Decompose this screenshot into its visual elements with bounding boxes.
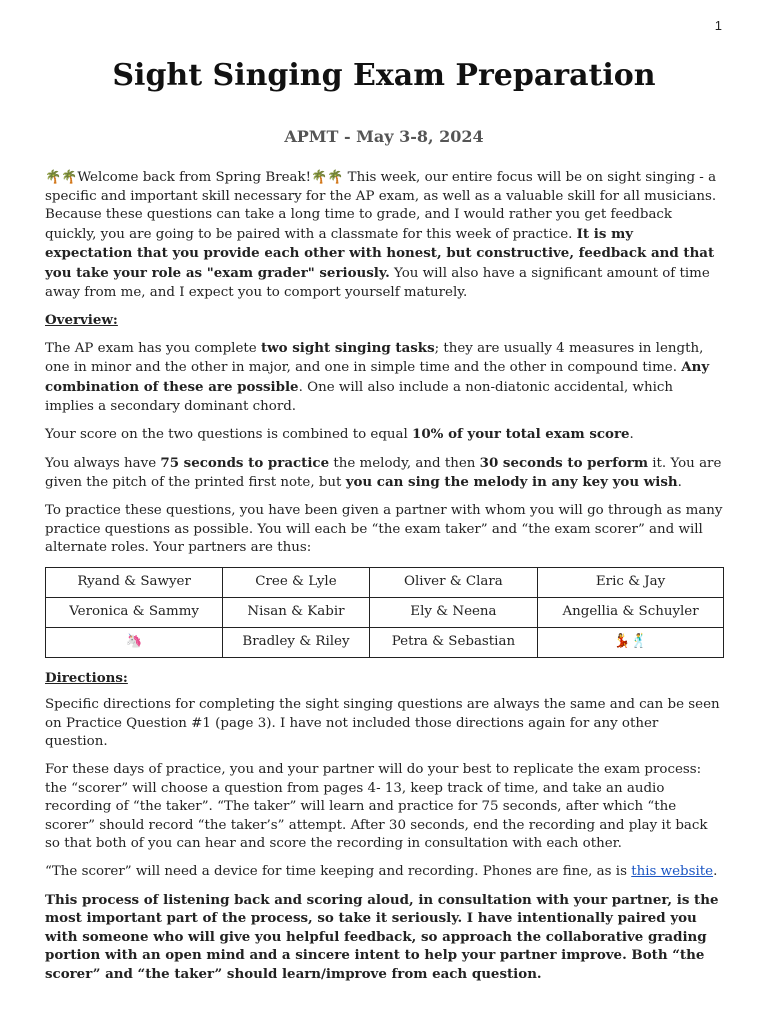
- page-number: 1: [714, 18, 722, 33]
- overview-paragraph-2: Your score on the two questions is combined to equal 10% of your total exam score.: [45, 426, 634, 443]
- palm-tree-icon: 🌴🌴: [45, 170, 78, 185]
- intro-text-2: You will also have a significant amount of time away from me, and I expect you to comport yourself maturely.: [45, 265, 710, 300]
- table-cell: Bradley & Riley: [223, 627, 370, 657]
- partners-table: [45, 567, 724, 658]
- overview-paragraph-1: The AP exam has you complete two sight singing tasks; they are usually 4 measures in length, one in minor and the other in major, and one in simple time and the other in compound time. Any combination of these are possible. One will also include a non-diatonic accidental, which implies a secondary dominant chord.: [45, 339, 710, 414]
- document-body: [45, 169, 725, 993]
- intro-expectation: It is my expectation that you provide each other with honest, but constructive, feedback and that you take your role as "exam grader" seriously.: [45, 225, 715, 281]
- directions-paragraph-1: Specific directions for completing the sight singing questions are always the same and can be seen on Practice Question #1 (page 3). I have not included those directions again for any other question.: [45, 697, 720, 750]
- table-cell: Ely & Neena: [369, 597, 537, 627]
- overview-paragraph-4: To practice these questions, you have been given a partner with whom you will go through as many practice questions as possible. You will each be “the exam taker” and “the exam scorer” and will alternate roles. Your partners are thus:: [45, 502, 723, 556]
- table-row: [46, 627, 724, 657]
- page-subtitle: APMT - May 3-8, 2024: [284, 127, 484, 146]
- directions-paragraph-2: For these days of practice, you and your partner will do your best to replicate the exam process: the “scorer” will choose a question from pages 4- 13, keep track of time, and take an audio recording of “the taker”. “The taker” will learn and practice for 75 seconds, after which “the scorer” should record “the taker’s” attempt. After 30 seconds, end the recording and play it back so that both of you can hear and score the recording in consultation with each other.: [45, 762, 708, 852]
- table-cell: Eric & Jay: [538, 567, 724, 597]
- directions-paragraph-4: This process of listening back and scoring aloud, in consultation with your partner, is the most important part of the process, so take it seriously. I have intentionally paired you with someone who will give you helpful feedback, so approach the collaborative grading portion with an open mind and a sincere intent to help your partner improve. Both “the scorer” and “the taker” should learn/improve from each question.: [45, 891, 719, 982]
- directions-heading: Directions:: [45, 669, 128, 686]
- intro-paragraph: [45, 169, 725, 302]
- table-row: [46, 567, 724, 597]
- unicorn-icon: 🦄: [46, 627, 223, 657]
- website-link[interactable]: this website: [631, 864, 714, 880]
- table-cell: Cree & Lyle: [223, 567, 370, 597]
- table-cell: Angellia & Schuyler: [538, 597, 724, 627]
- table-cell: Ryand & Sawyer: [46, 567, 223, 597]
- table-cell: Oliver & Clara: [369, 567, 537, 597]
- overview-heading: Overview:: [45, 312, 118, 329]
- page-title: Sight Singing Exam Preparation: [112, 58, 656, 93]
- intro-text: This week, our entire focus will be on sight singing - a specific and important skill necessary for the AP exam, as well as a valuable skill for all musicians. Because these questions can take a long time to grade, and I would rather you get feedback quickly, you are going to be paired with a classmate for this week of practice.: [45, 170, 717, 242]
- overview-paragraph-3: You always have 75 seconds to practice the melody, and then 30 seconds to perform it. You are given the pitch of the printed first note, but you can sing the melody in any key you wish.: [45, 454, 722, 491]
- dancers-icon: 💃🕺: [538, 627, 724, 657]
- table-cell: Veronica & Sammy: [46, 597, 223, 627]
- directions-paragraph-3: “The scorer” will need a device for time keeping and recording. Phones are fine, as is this website.: [45, 864, 718, 880]
- intro-greeting: Welcome back from Spring Break!: [77, 170, 312, 185]
- table-row: [46, 597, 724, 627]
- palm-tree-icon: 🌴🌴: [311, 170, 344, 185]
- table-cell: Nisan & Kabir: [223, 597, 370, 627]
- table-cell: Petra & Sebastian: [369, 627, 537, 657]
